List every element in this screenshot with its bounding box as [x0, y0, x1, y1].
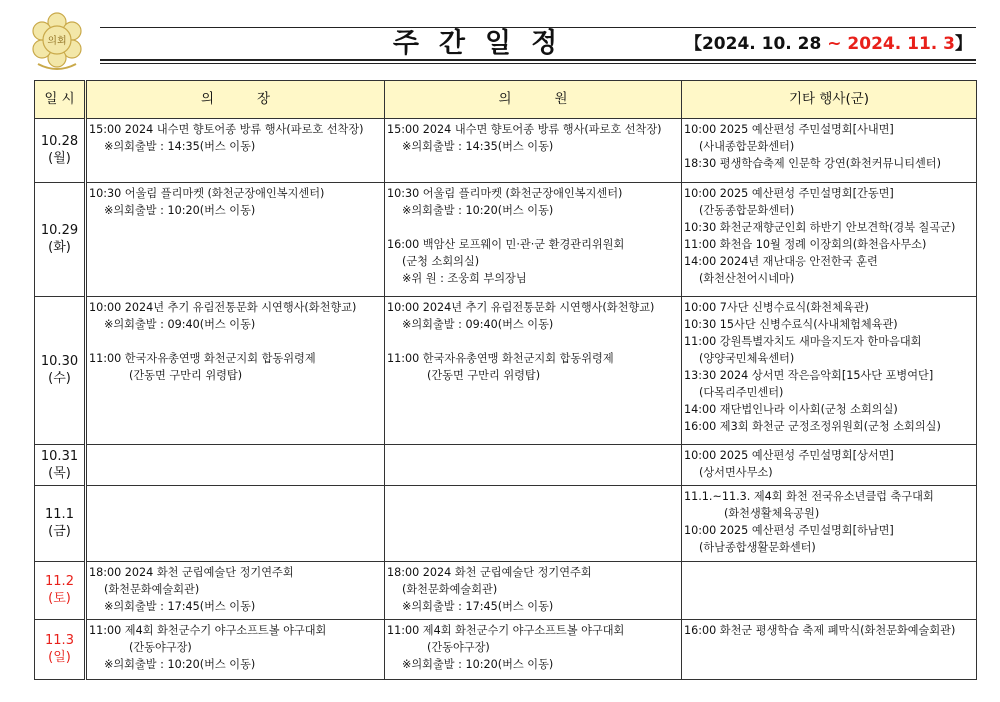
other-cell: 10:00 7사단 신병수료식(화천체육관) 10:30 15사단 신병수료식(사내체험체육관) 11:00 강원특별자치도 새마을지도자 한마음대회 (양양국민체육센터) 13:30 2024 상서면 작은음악회[15사단 포병여단] (다목리주민센터) 14:00 재단법인나라 이사회(군청 소회의실) 16:00 제3회 화천군 군정조정위원회(군청 소회의실): [682, 297, 977, 445]
period-end: 2024. 11. 3: [841, 34, 955, 54]
date-cell: 10.29 (화): [35, 183, 86, 297]
weekly-schedule-table: [34, 80, 977, 680]
table-row: [35, 620, 977, 680]
title-rule-bottom: [100, 59, 976, 61]
title-rule-bottom-thin: [100, 63, 976, 64]
date-cell: 11.2 (토): [35, 562, 86, 620]
table-row: [35, 183, 977, 297]
other-cell: 10:00 2025 예산편성 주민설명회[간동면] (간동종합문화센터) 10:30 화천군재향군인회 하반기 안보견학(경북 칠곡군) 11:00 화천읍 10월 정례 이장회의(화천읍사무소) 14:00 2024년 재난대응 안전한국 훈련 (화천산천어시네마): [682, 183, 977, 297]
other-cell: 10:00 2025 예산편성 주민설명회[사내면] (사내종합문화센터) 18:30 평생학습축제 인문학 강연(화천커뮤니티센터): [682, 119, 977, 183]
column-header-members: 의 원: [385, 81, 682, 119]
speaker-cell: 10:00 2024년 추기 유림전통문화 시연행사(화천향교) ※의회출발 : 09:40(버스 이동) 11:00 한국자유총연맹 화천군지회 합동위령제 (간동면 구만리 위령탑): [86, 297, 385, 445]
table-header-row: [35, 81, 977, 119]
members-cell: 15:00 2024 내수면 향토어종 방류 행사(파로호 선착장) ※의회출발 : 14:35(버스 이동): [385, 119, 682, 183]
period-tilde: ~: [827, 34, 842, 54]
members-cell: 18:00 2024 화천 군립예술단 정기연주회 (화천문화예술회관) ※의회출발 : 17:45(버스 이동): [385, 562, 682, 620]
emblem-label: 의회: [47, 36, 67, 47]
members-cell: [385, 445, 682, 486]
table-row: [35, 297, 977, 445]
members-cell: 11:00 제4회 화천군수기 야구소프트볼 야구대회 (간동야구장) ※의회출발 : 10:20(버스 이동): [385, 620, 682, 680]
table-row: [35, 445, 977, 486]
other-cell: 11.1.~11.3. 제4회 화천 전국유소년클럽 축구대회 (화천생활체육공원) 10:00 2025 예산편성 주민설명회[하남면] (하남종합생활문화센터): [682, 486, 977, 562]
page-title: 주간일정: [392, 28, 578, 59]
table-row: [35, 486, 977, 562]
council-emblem-icon: [28, 12, 86, 74]
date-cell: 10.31 (목): [35, 445, 86, 486]
column-header-other: 기타 행사(군): [682, 81, 977, 119]
speaker-cell: 10:30 어울림 플리마켓 (화천군장애인복지센터) ※의회출발 : 10:20(버스 이동): [86, 183, 385, 297]
column-header-speaker: 의 장: [86, 81, 385, 119]
period-range: [685, 32, 972, 56]
date-cell: 11.3 (일): [35, 620, 86, 680]
speaker-cell: [86, 486, 385, 562]
period-open: 【2024. 10. 28: [684, 34, 828, 54]
members-cell: [385, 486, 682, 562]
period-close: 】: [955, 34, 972, 54]
other-cell: 10:00 2025 예산편성 주민설명회[상서면] (상서면사무소): [682, 445, 977, 486]
table-row: [35, 562, 977, 620]
speaker-cell: 18:00 2024 화천 군립예술단 정기연주회 (화천문화예술회관) ※의회출발 : 17:45(버스 이동): [86, 562, 385, 620]
other-cell: [682, 562, 977, 620]
speaker-cell: [86, 445, 385, 486]
speaker-cell: 15:00 2024 내수면 향토어종 방류 행사(파로호 선착장) ※의회출발 : 14:35(버스 이동): [86, 119, 385, 183]
speaker-cell: 11:00 제4회 화천군수기 야구소프트볼 야구대회 (간동야구장) ※의회출발 : 10:20(버스 이동): [86, 620, 385, 680]
table-row: [35, 119, 977, 183]
members-cell: 10:00 2024년 추기 유림전통문화 시연행사(화천향교) ※의회출발 : 09:40(버스 이동) 11:00 한국자유총연맹 화천군지회 합동위령제 (간동면 구만리 위령탑): [385, 297, 682, 445]
members-cell: 10:30 어울림 플리마켓 (화천군장애인복지센터) ※의회출발 : 10:20(버스 이동) 16:00 백암산 로프웨이 민·관·군 환경관리위원회 (군청 소회의실) ※위 원 : 조웅희 부의장님: [385, 183, 682, 297]
date-cell: 11.1 (금): [35, 486, 86, 562]
date-cell: 10.28 (월): [35, 119, 86, 183]
other-cell: 16:00 화천군 평생학습 축제 폐막식(화천문화예술회관): [682, 620, 977, 680]
column-header-date: 일 시: [35, 81, 86, 119]
date-cell: 10.30 (수): [35, 297, 86, 445]
